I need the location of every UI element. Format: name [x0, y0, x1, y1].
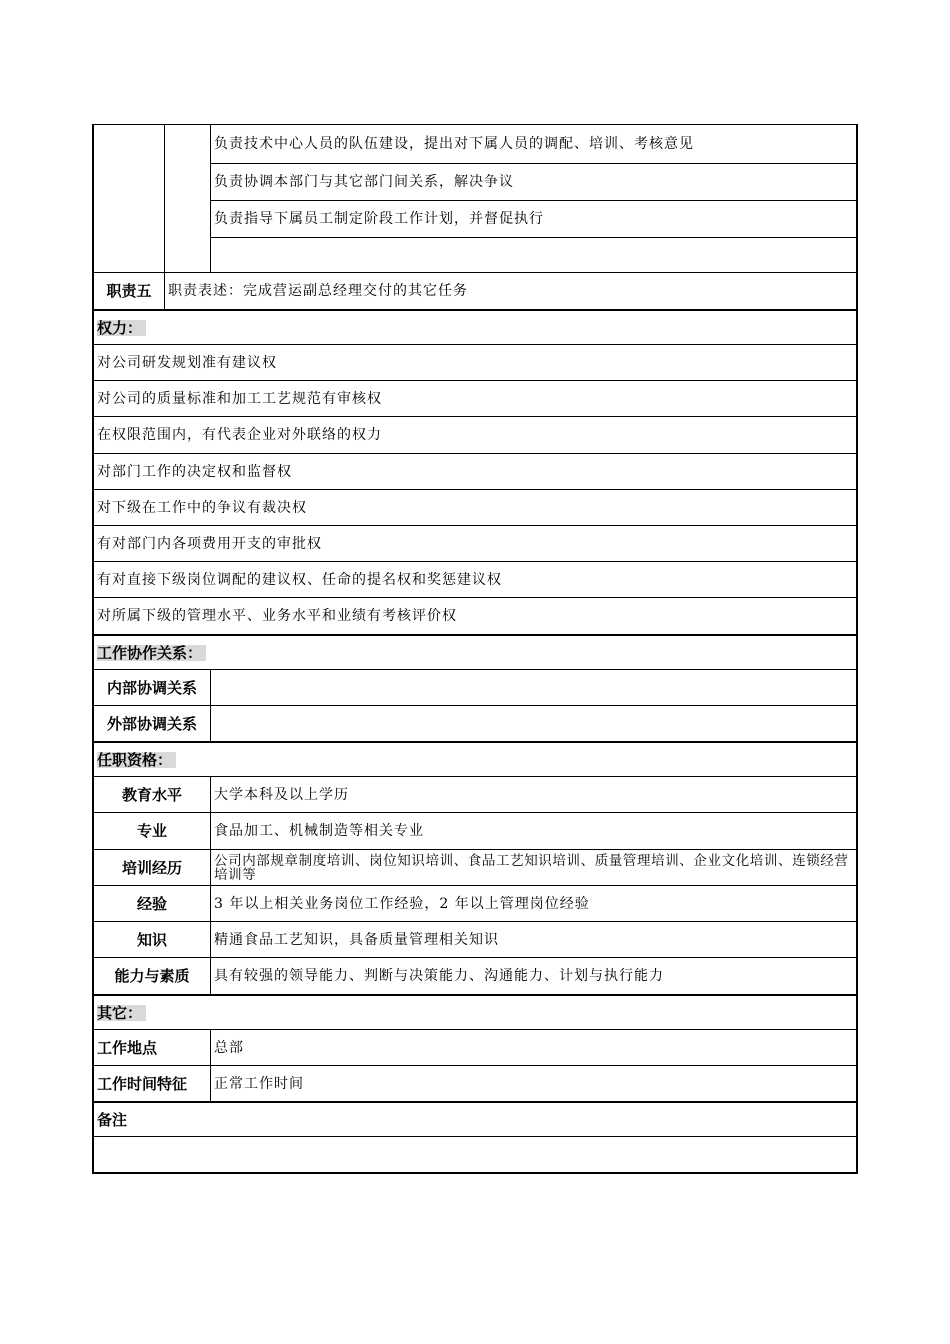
internal-coordination-row — [94, 669, 856, 705]
duty-five-row — [94, 272, 856, 309]
duty-four-block — [94, 124, 856, 272]
duty-items — [210, 125, 856, 272]
authority-item-text: 有对直接下级岗位调配的建议权、任命的提名权和奖惩建议权 — [97, 571, 502, 588]
internal-coordination-label: 内部协调关系 — [106, 678, 197, 697]
remarks-value — [94, 1137, 856, 1172]
external-coordination-row — [94, 705, 856, 741]
authority-item — [94, 416, 856, 453]
qualification-value: 公司内部规章制度培训、岗位知识培训、食品工艺知识培训、质量管理培训、企业文化培训、连锁经营培训等 — [210, 850, 856, 885]
authority-item — [94, 453, 856, 489]
remarks-heading: 备注 — [97, 1110, 128, 1129]
authority-heading-row — [94, 309, 856, 344]
authority-item — [94, 344, 856, 380]
qualification-label: 教育水平 — [121, 785, 182, 804]
cooperation-heading-text: 工作协作关系： — [97, 645, 206, 661]
authority-item-text: 对下级在工作中的争议有裁决权 — [97, 499, 307, 516]
duty-item: 负责指导下属员工制定阶段工作计划，并督促执行 — [211, 200, 856, 237]
duty-item: 负责协调本部门与其它部门间关系，解决争议 — [211, 163, 856, 200]
remarks-row — [94, 1136, 856, 1172]
work-time-label: 工作时间特征 — [97, 1074, 188, 1093]
authority-item-text: 对公司的质量标准和加工工艺规范有审核权 — [97, 390, 382, 407]
duty-item-empty — [211, 237, 856, 272]
authority-item-text: 有对部门内各项费用开支的审批权 — [97, 535, 322, 552]
cooperation-heading-row — [94, 634, 856, 669]
work-time-row — [94, 1065, 856, 1101]
qualification-label: 专业 — [136, 822, 167, 840]
duty-five-text: 职责表述：完成营运副总经理交付的其它任务 — [164, 273, 856, 309]
authority-item-text: 对公司研发规划准有建议权 — [97, 354, 277, 371]
qualifications-heading — [94, 743, 179, 776]
authority-heading — [94, 311, 149, 344]
qualification-label: 知识 — [136, 930, 167, 949]
other-heading — [94, 996, 149, 1029]
qualification-row — [94, 776, 856, 812]
qualification-value: 具有较强的领导能力、判断与决策能力、沟通能力、计划与执行能力 — [210, 958, 856, 994]
qualifications-heading-text: 任职资格： — [97, 752, 176, 768]
cooperation-heading — [94, 636, 209, 669]
external-coordination-value — [210, 706, 856, 741]
external-coordination-label: 外部协调关系 — [106, 714, 197, 733]
blank-col-a — [94, 125, 164, 272]
qualification-value: 精通食品工艺知识，具备质量管理相关知识 — [210, 922, 856, 957]
authority-item — [94, 561, 856, 597]
qualification-value: 大学本科及以上学历 — [210, 777, 856, 812]
work-location-row — [94, 1029, 856, 1065]
work-location-value: 总部 — [210, 1030, 856, 1065]
authority-item-text: 在权限范围内，有代表企业对外联络的权力 — [97, 427, 382, 443]
other-heading-row — [94, 994, 856, 1029]
authority-heading-text: 权力： — [97, 320, 146, 336]
authority-item-text: 对所属下级的管理水平、业务水平和业绩有考核评价权 — [97, 608, 457, 624]
qualification-row — [94, 921, 856, 957]
work-time-value: 正常工作时间 — [210, 1066, 856, 1101]
authority-item — [94, 489, 856, 525]
duty-five-label: 职责五 — [106, 282, 152, 300]
qualification-label: 能力与素质 — [114, 967, 190, 985]
qualification-value: 食品加工、机械制造等相关专业 — [210, 813, 856, 849]
authority-item-text: 对部门工作的决定权和监督权 — [97, 463, 292, 480]
authority-item — [94, 597, 856, 634]
qualification-row — [94, 957, 856, 994]
qualifications-heading-row — [94, 741, 856, 776]
other-heading-text: 其它： — [97, 1005, 146, 1021]
qualification-label: 经验 — [136, 894, 167, 913]
internal-coordination-value — [210, 670, 856, 705]
authority-item — [94, 525, 856, 561]
duty-item: 负责技术中心人员的队伍建设，提出对下属人员的调配、培训、考核意见 — [214, 136, 694, 152]
qualification-row — [94, 885, 856, 921]
qualification-value: 3 年以上相关业务岗位工作经验，2 年以上管理岗位经验 — [210, 886, 856, 921]
qualification-row — [94, 812, 856, 849]
work-location-label: 工作地点 — [97, 1038, 158, 1057]
qualification-row — [94, 849, 856, 885]
job-description-table — [92, 124, 858, 1174]
remarks-heading-row — [94, 1101, 856, 1136]
qualification-label: 培训经历 — [121, 858, 182, 877]
blank-col-b — [164, 125, 210, 272]
authority-item — [94, 380, 856, 416]
